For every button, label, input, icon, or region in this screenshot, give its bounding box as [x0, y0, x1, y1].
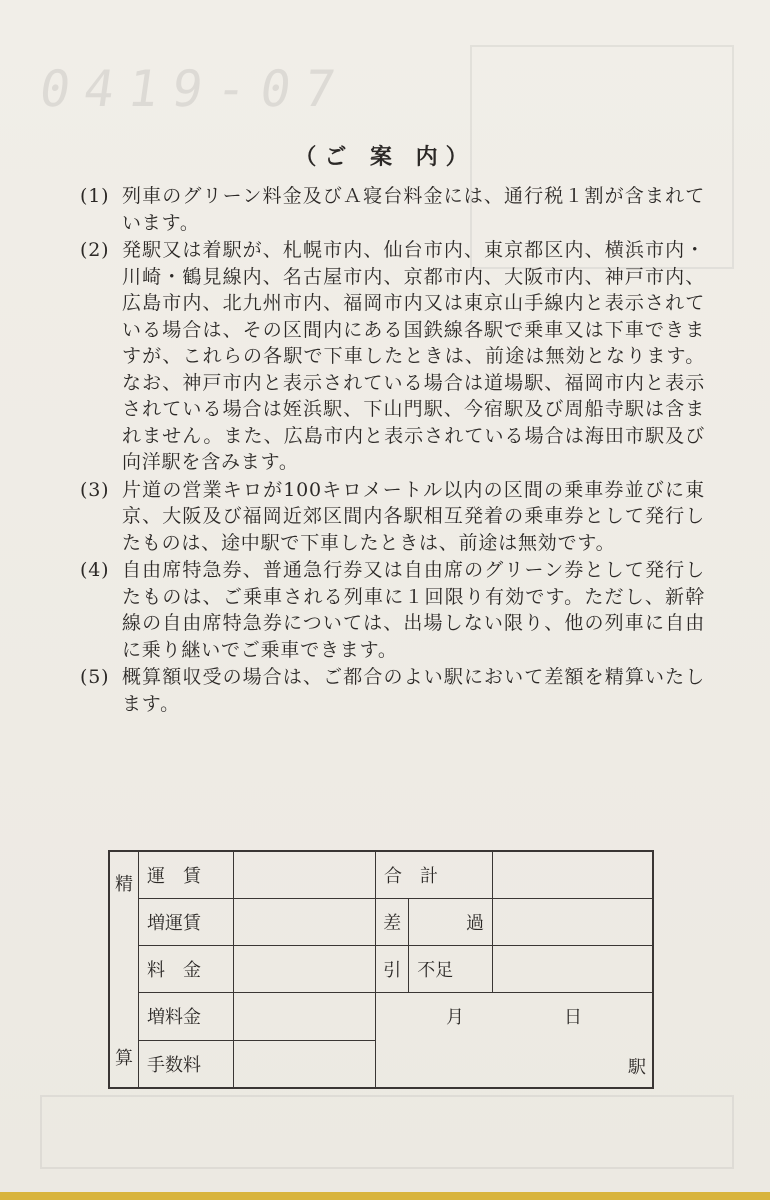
- side-bottom-label: 算: [115, 1047, 133, 1069]
- note-item: [80, 664, 705, 717]
- table-row: [109, 945, 653, 992]
- table-row: [109, 851, 653, 898]
- note-number: (1): [80, 185, 110, 207]
- date-station-cell: [376, 992, 654, 1088]
- note-number: (4): [80, 559, 110, 581]
- note-item: [80, 477, 705, 557]
- extra-charge-value: [234, 992, 376, 1040]
- fee-label: 手数料: [139, 1040, 234, 1088]
- note-text: 発駅又は着駅が、札幌市内、仙台市内、東京都区内、横浜市内・川崎・鶴見線内、名古屋市内、京都市内、大阪市内、神戸市内、広島市内、北九州市内、福岡市内又は東京山手線内と表示されている場合は、その区間内にある国鉄線各駅で乗車又は下車できますが、これらの各駅で下車したときは、前途は無効となります。なお、神戸市内と表示されている場合は道場駅、福岡市内と表示されている場合は姪浜駅、下山門駅、今宿駅及び周船寺駅は含まれません。また、広島市内と表示されている場合は海田市駅及び向洋駅を含みます。: [122, 239, 705, 473]
- bottom-edge-strip: [0, 1192, 770, 1200]
- total-value: [493, 851, 654, 898]
- table-row: [109, 898, 653, 945]
- settlement-table: [108, 850, 654, 1089]
- note-item: [80, 557, 705, 663]
- side-top-label: 精: [115, 873, 133, 895]
- note-text: 概算額収受の場合は、ご都合のよい駅において差額を精算いたします。: [122, 666, 705, 715]
- settlement-side-label: [109, 851, 139, 1088]
- show-through-frame-bottom: [40, 1095, 734, 1169]
- extra-fare-label: 増運賃: [139, 898, 234, 945]
- notes-list: [80, 183, 705, 717]
- page-title: （ご 案 内）: [294, 144, 476, 170]
- extra-fare-value: [234, 898, 376, 945]
- sa-label: 差: [376, 898, 409, 945]
- fee-value: [234, 1040, 376, 1088]
- short-value: [493, 945, 654, 992]
- total-label: [376, 851, 493, 898]
- station-label: 駅: [628, 1057, 646, 1078]
- note-number: (5): [80, 666, 110, 688]
- note-text: 片道の営業キロが100キロメートル以内の区間の乗車券並びに東京、大阪及び福岡近郊区間内各駅相互発着の乗車券として発行したものは、途中駅で下車したときは、前途は無効です。: [122, 478, 705, 554]
- over-value: [493, 898, 654, 945]
- over-label: 過: [409, 898, 493, 945]
- month-label: 月: [446, 1006, 464, 1028]
- fare-value: [234, 851, 376, 898]
- note-number: (3): [80, 478, 110, 501]
- note-text: 列車のグリーン料金及びＡ寝台料金には、通行税１割が含まれています。: [122, 185, 705, 234]
- hiki-label: 引: [376, 945, 409, 992]
- show-through-number: 0419-07: [35, 60, 353, 118]
- note-text: 自由席特急券、普通急行券又は自由席のグリーン券として発行したものは、ご乗車される列車に１回限り有効です。ただし、新幹線の自由席特急券については、出場しない限り、他の列車に自由に乗り継いでご乗車できます。: [122, 559, 705, 661]
- note-item: [80, 237, 705, 476]
- extra-charge-label: 増料金: [139, 992, 234, 1040]
- total-label-text: 合 計: [384, 865, 438, 887]
- note-number: (2): [80, 239, 110, 261]
- charge-value: [234, 945, 376, 992]
- fare-label: 運 賃: [139, 851, 234, 898]
- table-row: [109, 992, 653, 1040]
- charge-label: 料 金: [139, 945, 234, 992]
- short-label: 不足: [409, 945, 493, 992]
- day-label: 日: [564, 1006, 582, 1028]
- note-item: [80, 183, 705, 236]
